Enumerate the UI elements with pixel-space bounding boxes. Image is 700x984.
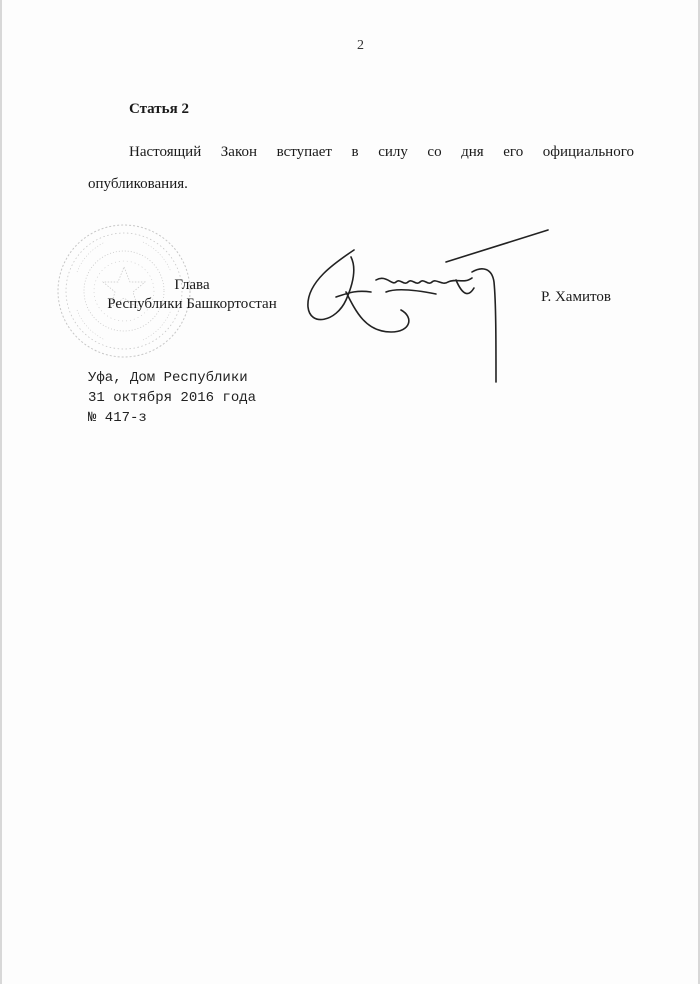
date-text: 31 октября 2016 года [88, 390, 257, 406]
law-number-text: № 417-з [88, 410, 147, 426]
handwritten-signature-icon [296, 222, 556, 390]
article-heading: Статья 2 [129, 101, 189, 117]
position-line-1: Глава [174, 277, 210, 293]
scan-edge-left [0, 0, 2, 984]
place-text: Уфа, Дом Республики [88, 370, 248, 386]
article-body-text: Настоящий Закон вступает в силу со дня его официального опубликования. [88, 144, 634, 192]
signer-name: Р. Хамитов [541, 289, 611, 305]
position-line-2: Республики Башкортостан [107, 296, 277, 312]
signatory-position [92, 276, 292, 314]
place-date-number-block [88, 368, 256, 428]
page-number: 2 [357, 38, 364, 53]
